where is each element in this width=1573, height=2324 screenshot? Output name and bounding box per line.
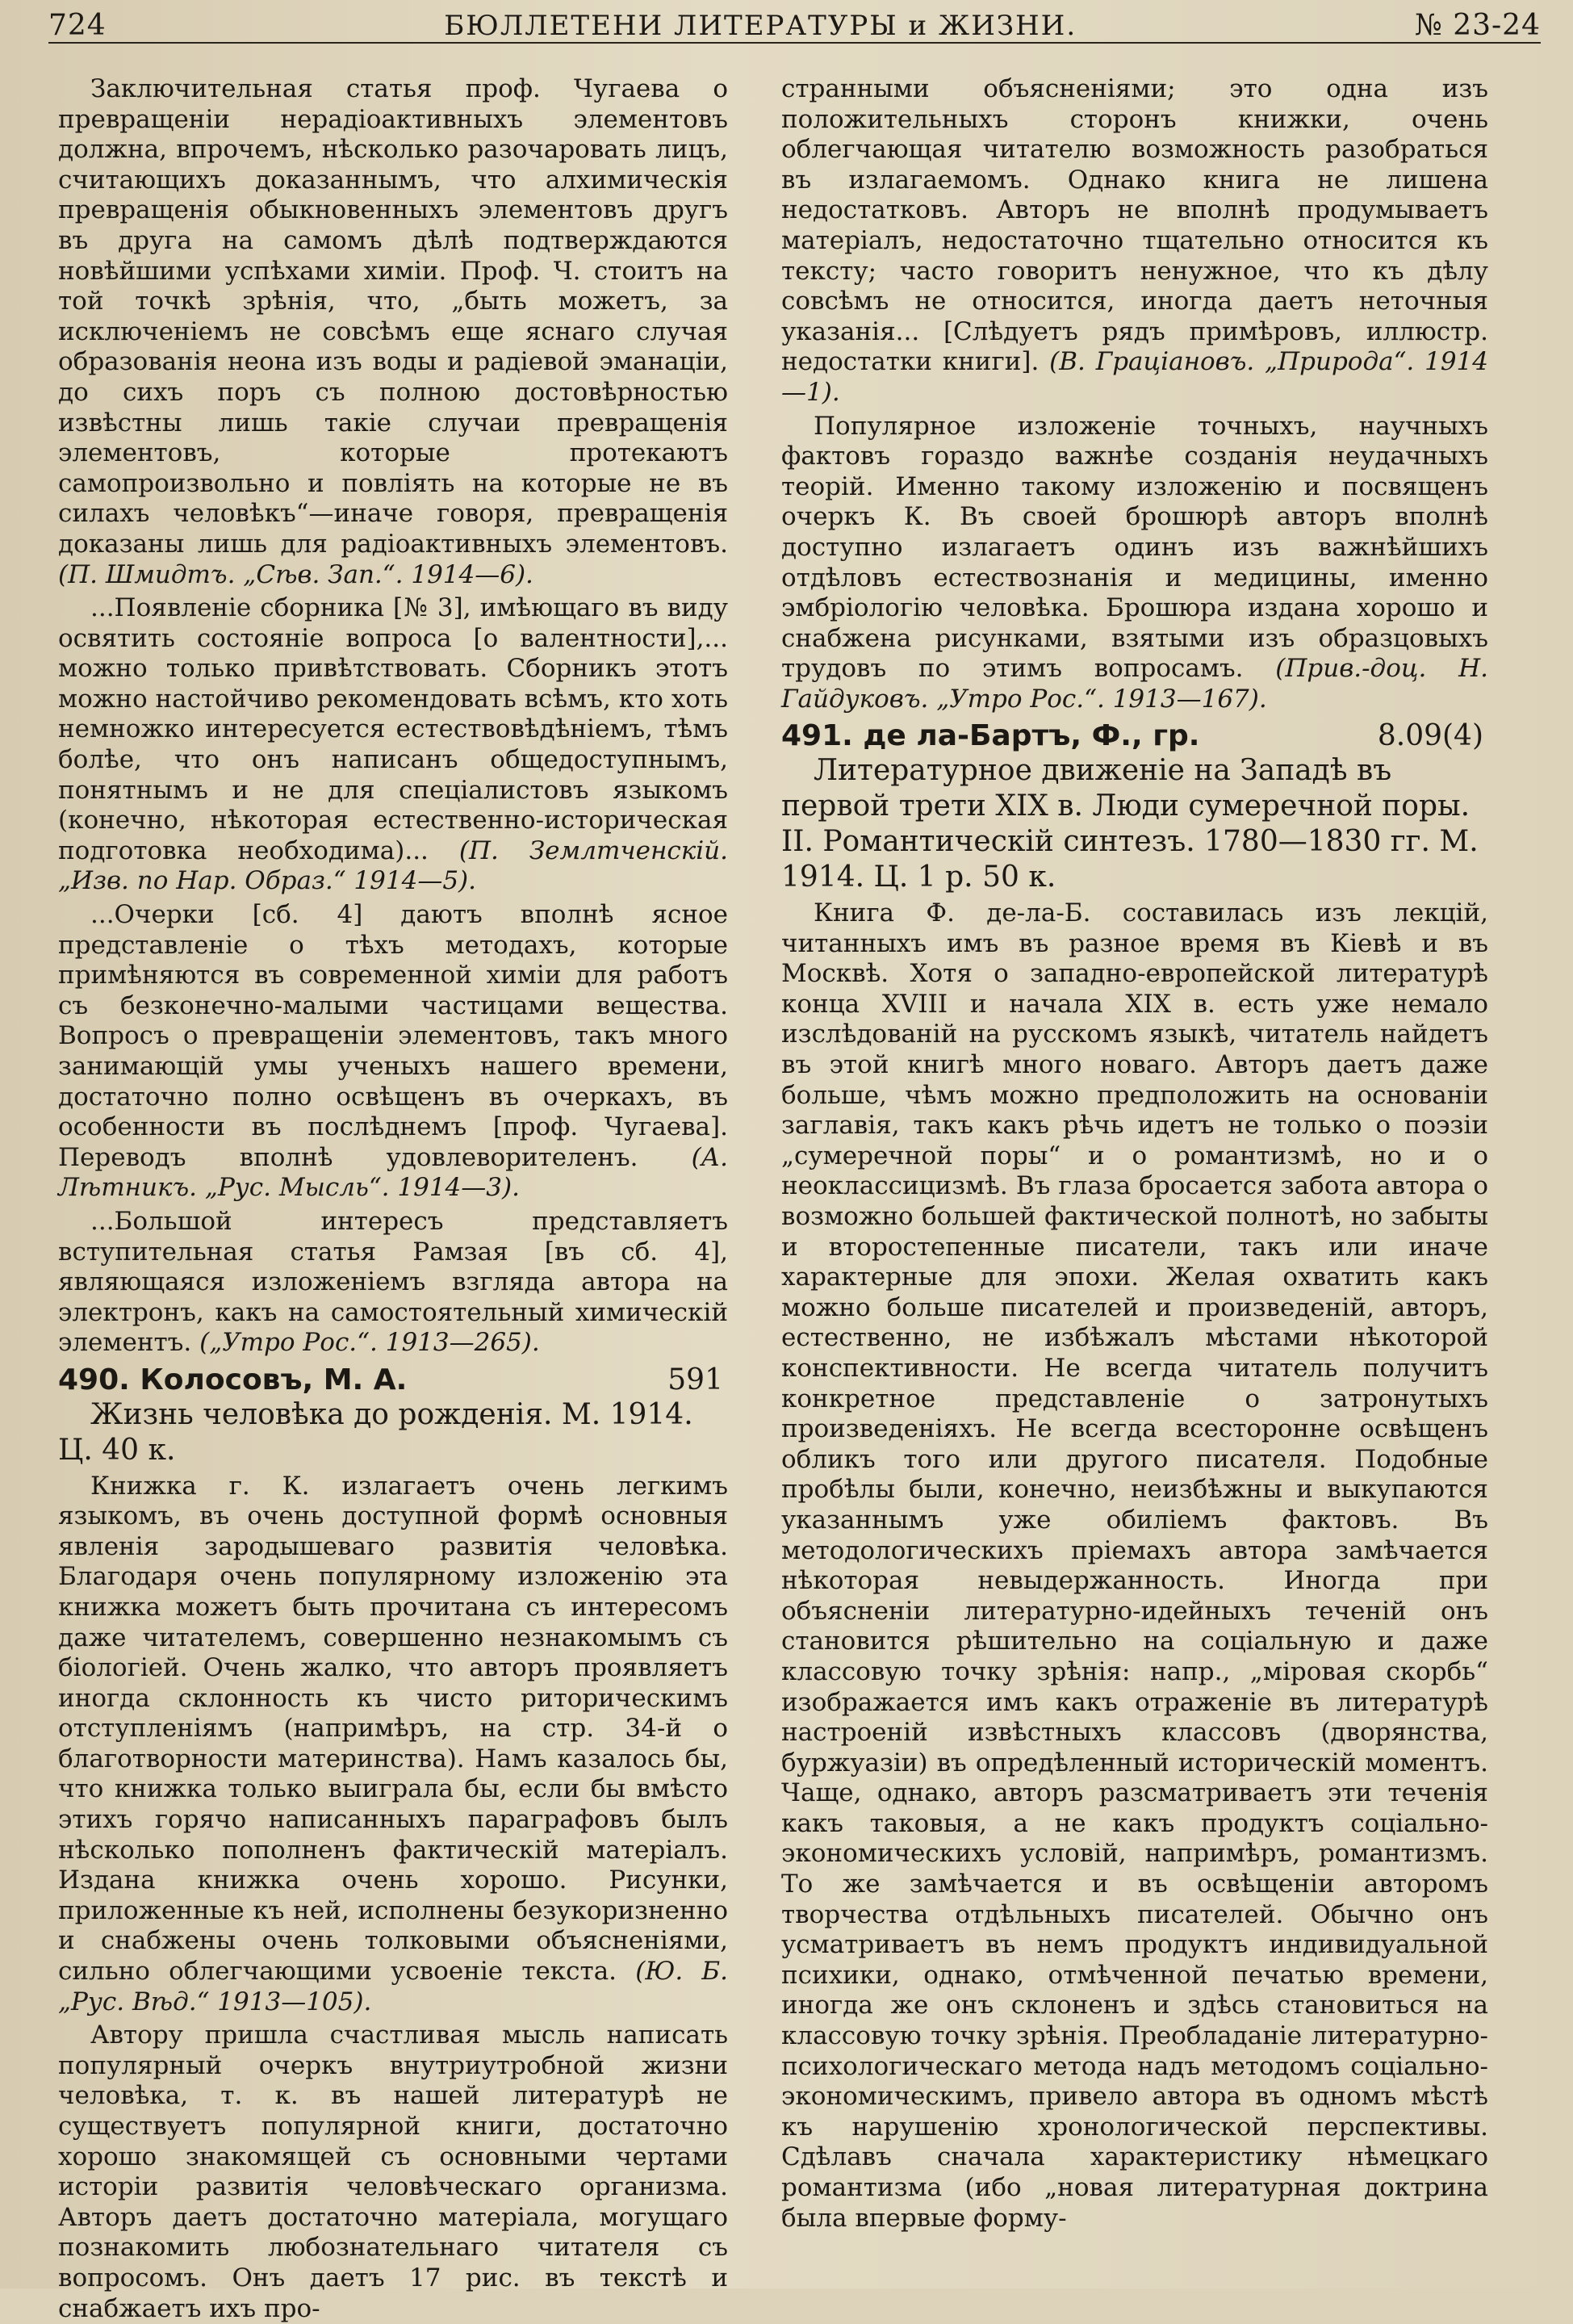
entry-author: 490. Колосовъ, М. А. <box>58 1363 408 1396</box>
review-paragraph <box>781 898 1488 2234</box>
review-source: (В. Грацiановъ. „Природа“. 1914—1). <box>781 347 1488 407</box>
entry-author: 491. де ла-Бартъ, Ф., гр. <box>781 719 1200 753</box>
review-source: (П. Землтченскiй. „Изв. по Нар. Образ.“ 1914—5). <box>58 835 729 896</box>
review-text: Автору пришла счастливая мысль написать популярный очеркъ внутриутробной жизни человѣка, т. к. въ нашей литературѣ не существуетъ популярной книги, достаточно хорошо знакомящей съ основными чертами исторiи развитiя человѣческаго организма. Авторъ даетъ достаточно матерiала, могущаго познакомить любознательнаго читателя съ вопросомъ. Онъ даетъ 17 рис. въ текстѣ и снабжаетъ ихъ про- <box>58 2020 728 2323</box>
entry-classification-code: 591 <box>667 1363 723 1396</box>
review-paragraph <box>781 74 1488 408</box>
review-text: ...Очерки [сб. 4] даютъ вполнѣ ясное представленiе о тѣхъ методахъ, которые примѣняются въ современной химiи для работъ съ безконечно-малыми частицами вещества. Вопросъ о превращенiи элементовъ, такъ много занимающiй умы ученыхъ нашего времени, достаточно полно освѣщенъ въ очеркахъ, въ особенности въ послѣднемъ [проф. Чугаева]. Переводъ вполнѣ удовлеворителенъ. <box>58 900 728 1172</box>
review-text: Книга Ф. де-ла-Б. составилась изъ лекцiй, читанныхъ имъ въ разное время въ Кiевѣ и въ Москвѣ. Хотя о западно-европейской литературѣ конца XVIII и начала XIX в. есть уже немало изслѣдованiй на русскомъ языкѣ, читатель найдетъ въ этой книгѣ много новаго. Авторъ даетъ даже больше, чѣмъ можно предположить на основанiи заглавiя, такъ какъ рѣчь идетъ не только о поэзiи „сумеречной поры“ и о романтизмѣ, но и о неоклассицизмѣ. Въ глаза бросается забота автора о возможно большей фактической полнотѣ, но забыты и второстепенные писатели, такъ или иначе характерные для эпохи. Желая охватить какъ можно больше писателей и произведенiй, авторъ, естественно, не избѣжалъ мѣстами нѣкоторой конспективности. Не всегда читатель получитъ конкретное представленiе о затронутыхъ произведенiяхъ. Не всегда всестороннe освѣщенъ обликъ того или другого писателя. Подобные пробѣлы были, конечно, неизбѣжны и выкупаются указаннымъ уже обилiемъ фактовъ. Въ методологическихъ прiемахъ автора замѣчается нѣкоторая невыдержанность. Иногда при объясненiи литературно-идейныхъ теченiй онъ становится рѣшительно на соцiальную и даже классовую точку зрѣнiя: напр., „мiровая скорбь“ изображается имъ какъ отраженiе въ литературѣ настроенiй извѣстныхъ классовъ (дворянства, буржуазiи) въ опредѣленный историческiй моментъ. Чаще, однако, авторъ разсматриваетъ эти теченiя какъ таковыя, а не какъ продуктъ соцiально-экономическихъ условiй, напримѣръ, романтизмъ. То же замѣчается и въ освѣщенiи авторомъ творчества отдѣльныхъ писателей. Обычно онъ усматриваетъ въ немъ продуктъ индивидуальной психики, однако, отмѣченной печатью времени, иногда же онъ склоненъ и здѣсь становиться на классовую точку зрѣнiя. Преобладанiе литературно-психологическаго метода надъ методомъ соцiально-экономическимъ, привело автора въ одномъ мѣстѣ къ нарушенiю хронологической перспективы. Сдѣлавъ сначала характеристику нѣмецкаго романтизма (ибо „новая литературная доктрина была впервые форму- <box>781 898 1488 2233</box>
page-header <box>48 0 1541 44</box>
review-paragraph <box>781 412 1488 715</box>
review-paragraph <box>58 74 728 590</box>
issue-number: № 23-24 <box>1414 9 1541 42</box>
entry-book-title: Литературное движенiе на Западѣ въ первой трети XIX в. Люди сумеречной поры. II. Романтическiй синтезъ. 1780—1830 гг. М. 1914. Ц. 1 р. 50 к. <box>781 754 1479 894</box>
review-text: ...Большой интересъ представляетъ вступительная статья Рамзая [въ сб. 4], являющаяся изложенiемъ взгляда автора на электронъ, какъ на самостоятельный химическiй элементъ. <box>58 1206 728 1358</box>
review-paragraph <box>58 2020 728 2324</box>
review-source: (Прив.-доц. Н. Гайдуковъ. „Утро Рос.“. 1913—167). <box>781 654 1488 714</box>
review-text: Заключительная статья проф. Чугаева о превращенiи нерадiоактивныхъ элементовъ должна, впрочемъ, нѣсколько разочаровать лицъ, считающихъ доказаннымъ, что алхимическiя превращенiя обыкновенныхъ элементовъ другъ въ друга на самомъ дѣлѣ подтверждаются новѣйшими успѣхами химiи. Проф. Ч. стоитъ на той точкѣ зрѣнiя, что, „быть можетъ, за исключенiемъ не совсѣмъ еще яснаго случая образованiя неона изъ воды и радiевой эманацiи, до сихъ поръ съ полною достовѣрностью извѣстны лишь такiе случаи превращенiя элементовъ, которые протекаютъ самопроизвольно и повлiять на которые не въ силахъ человѣкъ“—иначе говоря, превращенiя доказаны лишь для радiоактивныхъ элементовъ. <box>58 74 728 559</box>
right-column <box>781 74 1488 2272</box>
running-title: БЮЛЛЕТЕНИ ЛИТЕРАТУРЫ и ЖИЗНИ. <box>444 10 1077 42</box>
entry-heading-490 <box>58 1365 728 1396</box>
entry-classification-code: 8.09(4) <box>1377 719 1483 753</box>
review-paragraph <box>58 1207 728 1359</box>
review-source: (Ю. Б. „Рус. Вѣд.“ 1913—105). <box>58 1957 729 2016</box>
review-source: (А. Лѣтникъ. „Рус. Мысль“. 1914—3). <box>58 1142 728 1203</box>
page-number: 724 <box>48 9 107 42</box>
review-paragraph <box>58 593 728 897</box>
entry-heading-491 <box>781 721 1488 752</box>
review-source: (П. Шмидтъ. „Сѣв. Зап.“. 1914—6). <box>58 559 533 589</box>
review-paragraph <box>58 900 728 1204</box>
review-text: Книжка г. К. излагаетъ очень легкимъ языкомъ, въ очень доступной формѣ основныя явленiя зародышеваго развитiя человѣка. Благодаря очень популярному изложенiю эта книжка можетъ быть прочитана съ интересомъ даже читателемъ, совершенно незнакомымъ съ бiологiей. Очень жалко, что авторъ проявляетъ иногда склонность къ чисто риторическимъ отступленiямъ (напримѣръ, на стр. 34-й о благотворности материнства). Намъ казалось бы, что книжка только выиграла бы, если бы вмѣсто этихъ горячо написанныхъ параграфовъ былъ нѣсколько пополненъ фактическiй матерiалъ. Издана книжка очень хорошо. Рисунки, приложенные къ ней, исполнены безукоризненно и снабжены очень толковыми объясненiями, сильно облегчающими усвоенiе текста. <box>58 1471 728 1987</box>
review-paragraph <box>58 1472 728 2018</box>
review-source: („Утро Рос.“. 1913—265). <box>199 1328 540 1358</box>
entry-book-title: Жизнь человѣка до рожденiя. М. 1914. Ц. 40 к. <box>58 1397 693 1467</box>
left-column <box>58 74 729 2323</box>
review-text: Популярное изложенiе точныхъ, научныхъ фактовъ гораздо важнѣе созданiя неудачныхъ теорiй. Именно такому изложенiю и посвященъ очеркъ К. Въ своей брошюрѣ авторъ вполнѣ доступно излагаетъ одинъ изъ важнѣйшихъ отдѣловъ естествознанiя и медицины, именно эмбрiологiю человѣка. Брошюра издана хорошо и снабжена рисунками, взятыми изъ образцовыхъ трудовъ по этимъ вопросамъ. <box>781 411 1488 684</box>
review-text: странными объясненiями; это одна изъ положительныхъ сторонъ книжки, очень облегчающая читателю возможность разобраться въ излагаемомъ. Однако книга не лишена недостатковъ. Авторъ не вполнѣ продумываетъ матерiалъ, недостаточно тщательно относится къ тексту; часто говоритъ ненужное, что къ дѣлу совсѣмъ не относится, иногда даетъ неточныя указанiя... [Слѣдуетъ рядъ примѣровъ, иллюстр. недостатки книги]. <box>781 74 1488 377</box>
review-text: ...Появленiе сборника [№ 3], имѣющаго въ виду освятить состоянiе вопроса [о валентности],... можно только привѣтствовать. Сборникъ этотъ можно настойчиво рекомендовать всѣмъ, кто хоть немножко интересуется естествовѣдѣнiемъ, тѣмъ болѣе, что онъ написанъ общедоступнымъ, понятнымъ и не для спецiалистовъ языкомъ (конечно, нѣкоторая естественно-историческая подготовка необходима)... <box>58 593 728 865</box>
